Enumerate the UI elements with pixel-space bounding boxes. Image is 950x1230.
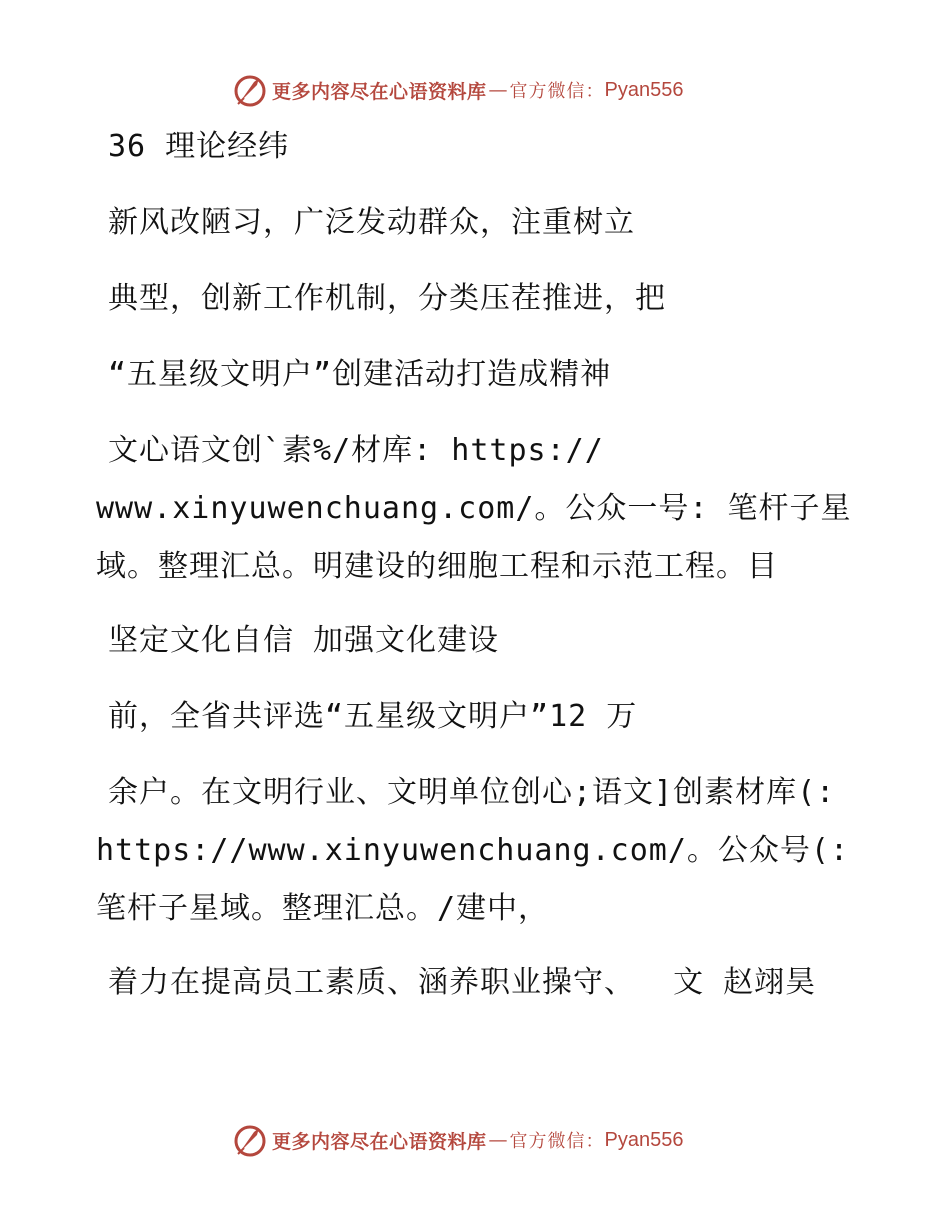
paragraph: 新风改陋习，广泛发动群众，注重树立 (108, 205, 635, 240)
paragraph: 文心语文创`素%/材库: https:// www.xinyuwenchuang.com/。公众一号: 笔杆子星域。整理汇总。明建设的细胞工程和示范工程。目 (96, 433, 852, 584)
watermark-title: 更多内容尽在心语资料库 (272, 1130, 487, 1153)
quill-pen-seal-icon (232, 1122, 268, 1158)
footer-watermark (232, 1120, 683, 1160)
watermark-wechat-label: 官方微信： (509, 81, 605, 102)
paragraph-author: 着力在提高员工素质、涵养职业操守、 文 赵翊昊 (108, 965, 817, 1000)
watermark-wechat-id: Pyan556 (604, 78, 684, 101)
page-header-line: 36 理论经纬 (108, 129, 290, 164)
watermark-separator: — (488, 1129, 508, 1151)
paragraph: “五星级文明户”创建活动打造成精神 (108, 357, 612, 392)
document-body (96, 118, 869, 1030)
paragraph: 典型，创新工作机制，分类压茬推进，把 (108, 281, 666, 316)
watermark-wechat-label: 官方微信： (509, 1131, 605, 1152)
header-watermark (232, 70, 683, 110)
paragraph: 前，全省共评选“五星级文明户”12 万 (108, 699, 638, 734)
quill-pen-seal-icon (232, 72, 268, 108)
paragraph: 余户。在文明行业、文明单位创心;语文]创素材库(: https://www.xinyuwenchuang.com/。公众号(: 笔杆子星域。整理汇总。/建中， (96, 775, 869, 926)
section-heading: 坚定文化自信 加强文化建设 (108, 623, 500, 658)
watermark-title: 更多内容尽在心语资料库 (272, 80, 487, 103)
watermark-separator: — (488, 79, 508, 101)
watermark-wechat-id: Pyan556 (604, 1128, 684, 1151)
